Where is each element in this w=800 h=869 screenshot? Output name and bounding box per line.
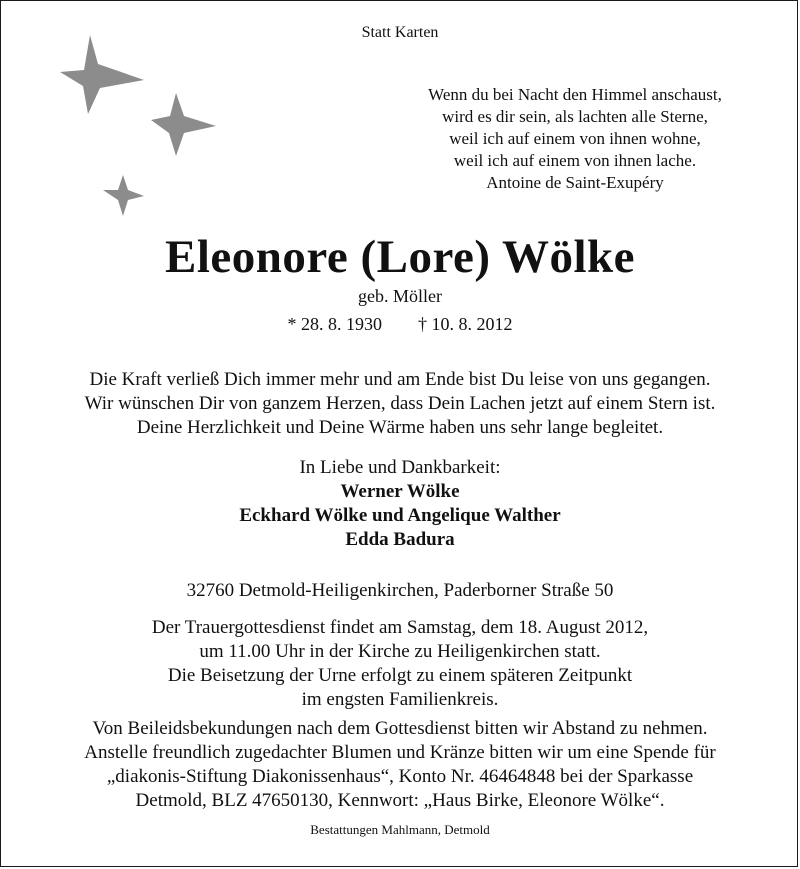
mourners-block bbox=[0, 456, 800, 552]
service-line: Der Trauergottesdienst findet am Samstag, dem 18. August 2012, bbox=[151, 617, 649, 638]
quote-line: weil ich auf einem von ihnen wohne, bbox=[449, 129, 701, 148]
farewell-message bbox=[0, 368, 800, 440]
quote-author: Antoine de Saint-Exupéry bbox=[486, 173, 664, 192]
service-line: um 11.00 Uhr in der Kirche zu Heiligenkirchen statt. bbox=[199, 641, 601, 662]
star-icon bbox=[60, 35, 144, 114]
quote-line: wird es dir sein, als lachten alle Sterne, bbox=[442, 107, 708, 126]
mourner-name: Werner Wölke bbox=[340, 481, 460, 502]
quote-line: Wenn du bei Nacht den Himmel anschaust, bbox=[428, 85, 722, 104]
donation-line: Anstelle freundlich zugedachter Blumen und Kränze bitten wir um eine Spende für bbox=[84, 742, 716, 763]
funeral-home: Bestattungen Mahlmann, Detmold bbox=[310, 822, 490, 837]
life-dates bbox=[0, 314, 800, 335]
message-line: Deine Herzlichkeit und Deine Wärme haben uns sehr lange begleitet. bbox=[136, 417, 664, 438]
service-info bbox=[0, 616, 800, 712]
family-address: 32760 Detmold-Heiligenkirchen, Paderborner Straße 50 bbox=[186, 580, 614, 601]
birth-date: * 28. 8. 1930 bbox=[287, 314, 382, 334]
star-icon bbox=[103, 175, 144, 216]
mourner-name: Edda Badura bbox=[345, 529, 455, 550]
donation-line: „diakonis-Stiftung Diakonissenhaus“, Konto Nr. 46464848 bei der Sparkasse bbox=[106, 766, 694, 787]
service-line: im engsten Familienkreis. bbox=[301, 689, 499, 710]
death-date: † 10. 8. 2012 bbox=[418, 314, 513, 334]
star-icon bbox=[151, 93, 216, 156]
mourners-intro: In Liebe und Dankbarkeit: bbox=[299, 457, 501, 478]
message-line: Wir wünschen Dir von ganzem Herzen, dass Dein Lachen jetzt auf einem Stern ist. bbox=[84, 393, 716, 414]
maiden-name: geb. Möller bbox=[358, 286, 442, 306]
quote-block bbox=[380, 84, 770, 194]
message-line: Die Kraft verließ Dich immer mehr und am Ende bist Du leise von uns gegangen. bbox=[89, 369, 711, 390]
statt-karten-label: Statt Karten bbox=[361, 24, 439, 41]
donation-line: Von Beileidsbekundungen nach dem Gottesdienst bitten wir Abstand zu nehmen. bbox=[92, 718, 708, 739]
donation-line: Detmold, BLZ 47650130, Kennwort: „Haus Birke, Eleonore Wölke“. bbox=[135, 790, 665, 811]
quote-line: weil ich auf einem von ihnen lache. bbox=[453, 151, 697, 170]
service-line: Die Beisetzung der Urne erfolgt zu einem späteren Zeitpunkt bbox=[167, 665, 633, 686]
mourner-name: Eckhard Wölke und Angelique Walther bbox=[239, 505, 561, 526]
deceased-name: Eleonore (Lore) Wölke bbox=[164, 231, 635, 283]
donation-info bbox=[0, 717, 800, 813]
stars-decoration bbox=[50, 30, 230, 230]
